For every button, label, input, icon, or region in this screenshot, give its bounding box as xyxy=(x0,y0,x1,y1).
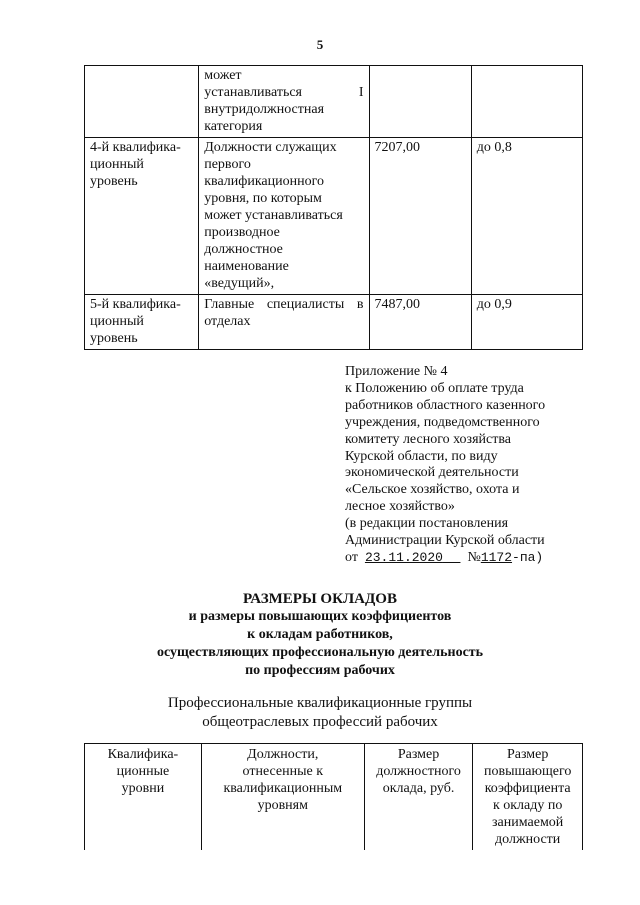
header-line: к окладу по xyxy=(492,798,563,813)
appendix-line: Администрации Курской области xyxy=(345,533,545,549)
number-label: № xyxy=(467,549,481,565)
appendix-line: учреждения, подведомственного xyxy=(345,414,540,430)
cell-line: Должности служащих xyxy=(204,140,337,155)
title-line: и размеры повышающих коэффициентов xyxy=(188,609,452,624)
appendix-line: к Положению об оплате труда xyxy=(345,380,524,396)
page-number: 5 xyxy=(316,37,324,52)
cell-text: в xyxy=(356,297,364,312)
appendix-line: комитету лесного хозяйства xyxy=(345,431,511,447)
section-subtitle xyxy=(0,694,640,732)
cell-line: уровня, по которым xyxy=(204,191,322,206)
cell-line: внутридолжностная xyxy=(204,102,325,117)
position-cell xyxy=(199,66,369,138)
cell-text: специалисты xyxy=(266,297,345,312)
header-line: Размер xyxy=(506,747,549,762)
level-cell xyxy=(85,138,199,295)
table-row xyxy=(85,66,583,138)
position-cell xyxy=(199,138,369,295)
coefficient-cell xyxy=(471,66,582,138)
cell-line: квалификационного xyxy=(204,174,324,189)
appendix-line: Курской области, по виду xyxy=(345,448,498,464)
resolution-date: 23.11.2020 xyxy=(364,549,443,565)
from-label: от xyxy=(345,549,358,565)
cell-line: ционный xyxy=(90,314,144,329)
cell-line: 5-й квалифика- xyxy=(90,297,181,312)
header-line: оклада, руб. xyxy=(382,781,455,796)
appendix-line: экономической деятельности xyxy=(345,465,519,481)
subtitle-line: Профессиональные квалификационные группы xyxy=(167,695,473,711)
roman-mark: I xyxy=(358,85,364,100)
coefficient-cell: до 0,9 xyxy=(471,295,582,350)
salary-cell: 7207,00 xyxy=(369,138,471,295)
cell-line: уровень xyxy=(90,174,138,189)
table-header-row xyxy=(85,744,583,851)
header-line: уровни xyxy=(121,781,165,796)
position-cell xyxy=(199,295,369,350)
header-line: занимаемой xyxy=(492,815,564,830)
header-line: коэффициента xyxy=(484,781,571,796)
appendix-line: «Сельское хозяйство, охота и xyxy=(345,482,520,498)
header-line: уровням xyxy=(257,798,308,813)
header-line: повышающего xyxy=(483,764,572,779)
table-row xyxy=(85,138,583,295)
subtitle-line: общеотраслевых профессий рабочих xyxy=(202,714,438,730)
resolution-number: 1172 xyxy=(480,549,513,565)
coefficient-cell: до 0,8 xyxy=(471,138,582,295)
title-line: к окладам работников, xyxy=(247,627,393,642)
salary-table-continued xyxy=(84,65,583,350)
header-line: Должности, xyxy=(247,747,319,762)
title-line: по профессиям рабочих xyxy=(245,663,395,678)
header-line: должностного xyxy=(376,764,461,779)
salary-cell xyxy=(369,66,471,138)
cell-line: может устанавливаться xyxy=(204,208,343,223)
header-positions xyxy=(201,744,364,851)
title-line: осуществляющих профессиональную деятельность xyxy=(156,645,484,660)
cell-line: должностное xyxy=(204,242,283,257)
header-line: Размер xyxy=(397,747,440,762)
document-title xyxy=(0,590,640,680)
level-cell xyxy=(85,66,199,138)
header-line: квалификационным xyxy=(223,781,343,796)
header-levels xyxy=(85,744,202,851)
workers-salary-table xyxy=(84,743,583,850)
header-line: Квалифика- xyxy=(107,747,179,762)
cell-line xyxy=(204,296,363,313)
table-row xyxy=(85,295,583,350)
cell-text: Главные xyxy=(204,297,255,312)
cell-line: производное xyxy=(204,225,280,240)
level-cell xyxy=(85,295,199,350)
header-salary xyxy=(364,744,473,851)
cell-line: первого xyxy=(204,157,251,172)
cell-line: категория xyxy=(204,119,263,134)
cell-line: ционный xyxy=(90,157,144,172)
cell-line: наименование xyxy=(204,259,289,274)
appendix-block xyxy=(345,364,575,567)
appendix-line: работников областного казенного xyxy=(345,397,546,413)
header-coefficient xyxy=(473,744,583,851)
cell-line: отделах xyxy=(204,314,251,329)
resolution-number-suffix: -па) xyxy=(512,549,544,565)
appendix-line: (в редакции постановления xyxy=(345,516,509,532)
cell-line: 4-й квалифика- xyxy=(90,140,181,155)
header-line: отнесенные к xyxy=(242,764,324,779)
cell-line: уровень xyxy=(90,331,138,346)
cell-line xyxy=(204,84,363,101)
cell-line: может xyxy=(204,68,242,83)
resolution-date-line xyxy=(345,550,575,567)
title-main: РАЗМЕРЫ ОКЛАДОВ xyxy=(243,591,397,607)
cell-text: устанавливаться xyxy=(204,85,302,100)
header-line: ционные xyxy=(116,764,170,779)
salary-cell: 7487,00 xyxy=(369,295,471,350)
header-line: должности xyxy=(495,832,561,847)
cell-line: «ведущий», xyxy=(204,276,275,291)
appendix-line: лесное хозяйство» xyxy=(345,499,455,515)
appendix-line: Приложение № 4 xyxy=(345,364,448,379)
